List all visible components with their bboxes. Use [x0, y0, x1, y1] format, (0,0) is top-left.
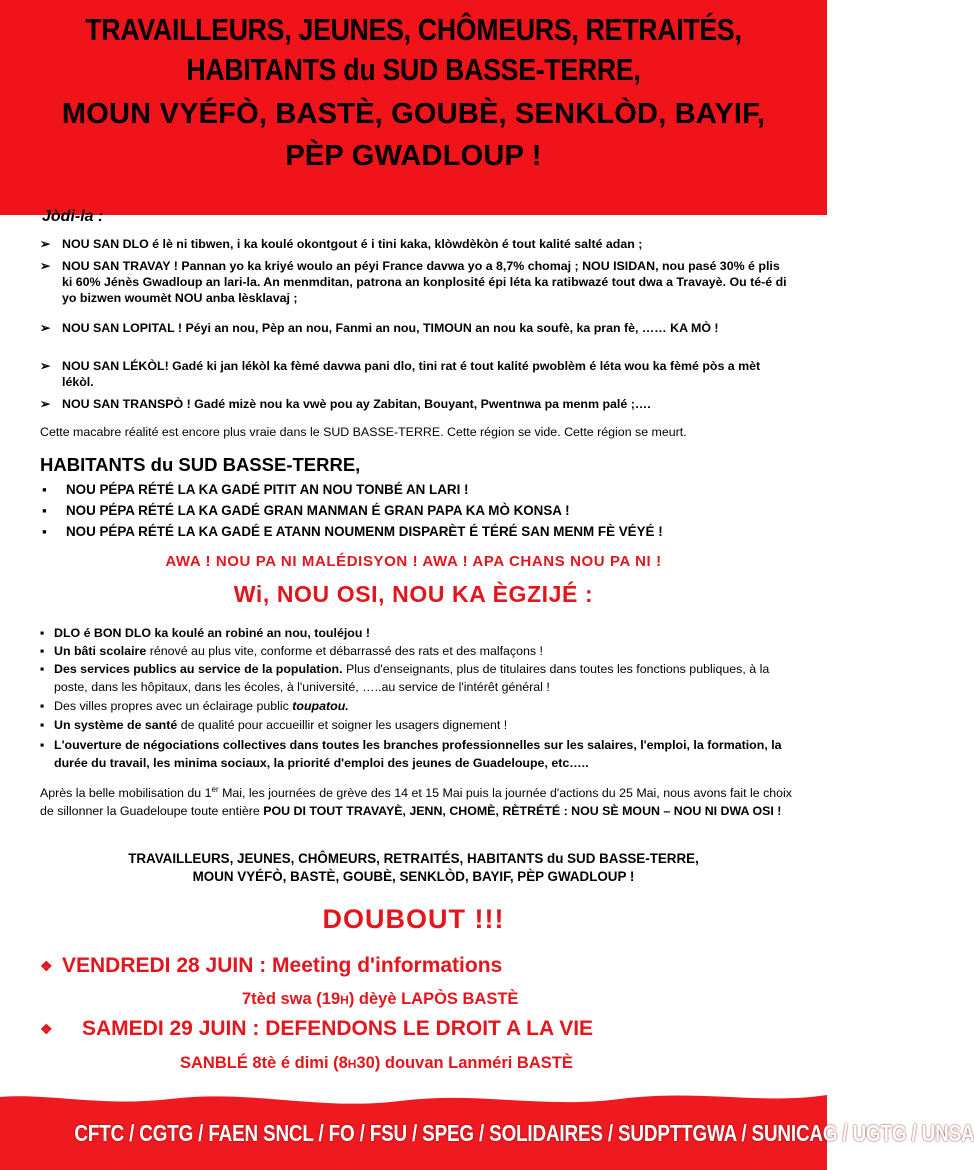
dot-bullet-icon: ▪	[40, 699, 45, 713]
intro-label: Jòdi-la :	[42, 208, 104, 225]
reality-statement: Cette macabre réalité est encore plus vraie dans le SUD BASSE-TERRE. Cette région se vide. Cette région se meurt.	[40, 425, 687, 439]
demand-item: ▪ Des villes propres avec un éclairage public toupatou.	[40, 699, 349, 713]
square-bullet-icon: ▪	[42, 482, 47, 497]
habitants-title: HABITANTS du SUD BASSE-TERRE,	[40, 454, 361, 475]
complaint-item: ➢ NOU SAN LÉKÒL! Gadé ki jan lékòl ka fèmé davwa pani dlo, tini rat é tout kalité pwoblèm é léta wou ka fèmé pòs a mèt lékòl.	[40, 359, 761, 389]
complaint-item: ➢ NOU SAN LOPITAL ! Péyi an nou, Pèp an nou, Fanmi an nou, TIMOUN an nou ka soufè, ka pran fè, …… KA MÒ !	[40, 321, 719, 335]
diamond-bullet-icon: ❖	[40, 957, 53, 974]
arrow-icon: ➢	[40, 237, 51, 251]
demand-item: ▪ L'ouverture de négociations collectives dans toutes les branches professionnelles sur les salaires, l'emploi, la formation, la durée du travail, les minima sociaux, la priorité d'emploi des jeunes de Guadeloupe, etc…..	[40, 738, 782, 770]
header-banner	[0, 0, 827, 215]
demand-item: ▪ Un système de santé de qualité pour accueillir et soigner les usagers dignement !	[40, 718, 508, 732]
event-saturday-detail: SANBLÉ 8tè é dimi (8H30) douvan Lanméri BASTÈ	[180, 1054, 573, 1072]
arrow-icon: ➢	[40, 259, 51, 273]
dot-bullet-icon: ▪	[40, 662, 45, 676]
arrow-icon: ➢	[40, 359, 51, 373]
doubout-title: DOUBOUT !!!	[322, 904, 505, 934]
complaint-item: ➢ NOU SAN TRAVAY ! Pannan yo ka kriyé woulo an péyi France davwa yo a 8,7% chomaj ; NOU ISIDAN, nou pasé 30% é plis ki 60% Jénès Gwadloup an lari-la. An menmditan, patrona an konplosité épi léta ka ratibwazé tout dwa a Travayè. Ou té-é di yo bizwen woumèt NOU anba lèsklavaj ;	[40, 259, 787, 305]
arrow-icon: ➢	[40, 321, 51, 335]
complaint-item: ➢ NOU SAN TRANSPÒ ! Gadé mizè nou ka vwè pou ay Zabitan, Bouyant, Pwentnwa pa menm palé ;….	[40, 397, 651, 411]
dot-bullet-icon: ▪	[40, 738, 45, 752]
demand-item: ▪ Un bâti scolaire rénové au plus vite, conforme et débarrassé des rats et des malfaçons !	[40, 644, 543, 658]
complaint-item: ➢ NOU SAN DLO é lè ni tibwen, i ka koulé okontgout é i tini kaka, klòwdèkòn é tout kalité salté adan ;	[40, 237, 643, 251]
habitants-item: ▪ NOU PÉPA RÉTÉ LA KA GADÉ PITIT AN NOU TONBÉ AN LARI !	[42, 482, 469, 497]
demands-title: Wi, NOU OSI, NOU KA ÈGZIJÉ :	[233, 581, 594, 607]
square-bullet-icon: ▪	[42, 503, 47, 518]
dot-bullet-icon: ▪	[40, 626, 45, 640]
event-friday-detail: 7tèd swa (19H) dèyè LAPÒS BASTÈ	[242, 990, 519, 1008]
header-line-2: HABITANTS du SUD BASSE-TERRE,	[186, 52, 641, 87]
demand-item: ▪ DLO é BON DLO ka koulé an robiné an nou, touléjou !	[40, 626, 370, 640]
demand-item: ▪ Des services publics au service de la population. Plus d'enseignants, plus de titulaires dans toutes les fonctions publiques, à la poste, dans les hôpitaux, dans les écoles, à l'université, …..au service de l'intérêt général !	[40, 662, 770, 694]
header-line-3: MOUN VYÉFÒ, BASTÈ, GOUBÈ, SENKLÒD, BAYIF,	[61, 98, 766, 130]
arrow-icon: ➢	[40, 397, 51, 411]
square-bullet-icon: ▪	[42, 524, 47, 539]
repeat-slogan: TRAVAILLEURS, JEUNES, CHÔMEURS, RETRAITÉS, HABITANTS du SUD BASSE-TERRE, MOUN VYÉFÒ, BASTÈ, GOUBÈ, SENKLÒD, BAYIF, PÈP GWADLOUP !	[128, 851, 699, 884]
habitants-item: ▪ NOU PÉPA RÉTÉ LA KA GADÉ GRAN MANMAN É GRAN PAPA KA MÒ KONSA !	[42, 503, 570, 518]
event-friday: ❖ VENDREDI 28 JUIN : Meeting d'informations	[40, 954, 503, 977]
dot-bullet-icon: ▪	[40, 718, 45, 732]
unions-list: CFTC / CGTG / FAEN SNCL / FO / FSU / SPEG / SOLIDAIRES / SUDPTTGWA / SUNICAG / UGTG / UNSA	[74, 1120, 974, 1146]
mobilisation-paragraph: Après la belle mobilisation du 1er Mai, les journées de grève des 14 et 15 Mai puis la journée d'actions du 25 Mai, nous avons fait le choix de sillonner la Guadeloupe toute entière POU DI TOUT TRAVAYÈ, JENN, CHOMÈ, RÈTRÉTÉ : NOU SÈ MOUN – NOU NI DWA OSI !	[40, 785, 792, 819]
dot-bullet-icon: ▪	[40, 644, 45, 658]
habitants-item: ▪ NOU PÉPA RÉTÉ LA KA GADÉ E ATANN NOUMENM DISPARÈT É TÉRÉ SAN MENM FÈ VÉYÉ !	[42, 524, 663, 539]
wave-edge-shape	[0, 1083, 827, 1113]
header-line-4: PÈP GWADLOUP !	[285, 140, 542, 172]
diamond-bullet-icon: ❖	[40, 1020, 53, 1037]
awa-slogan: AWA ! NOU PA NI MALÉDISYON ! AWA ! APA CHANS NOU PA NI !	[165, 553, 662, 570]
header-line-1: TRAVAILLEURS, JEUNES, CHÔMEURS, RETRAITÉS,	[85, 12, 742, 47]
event-saturday: ❖ SAMEDI 29 JUIN : DEFENDONS LE DROIT A LA VIE	[40, 1017, 594, 1040]
